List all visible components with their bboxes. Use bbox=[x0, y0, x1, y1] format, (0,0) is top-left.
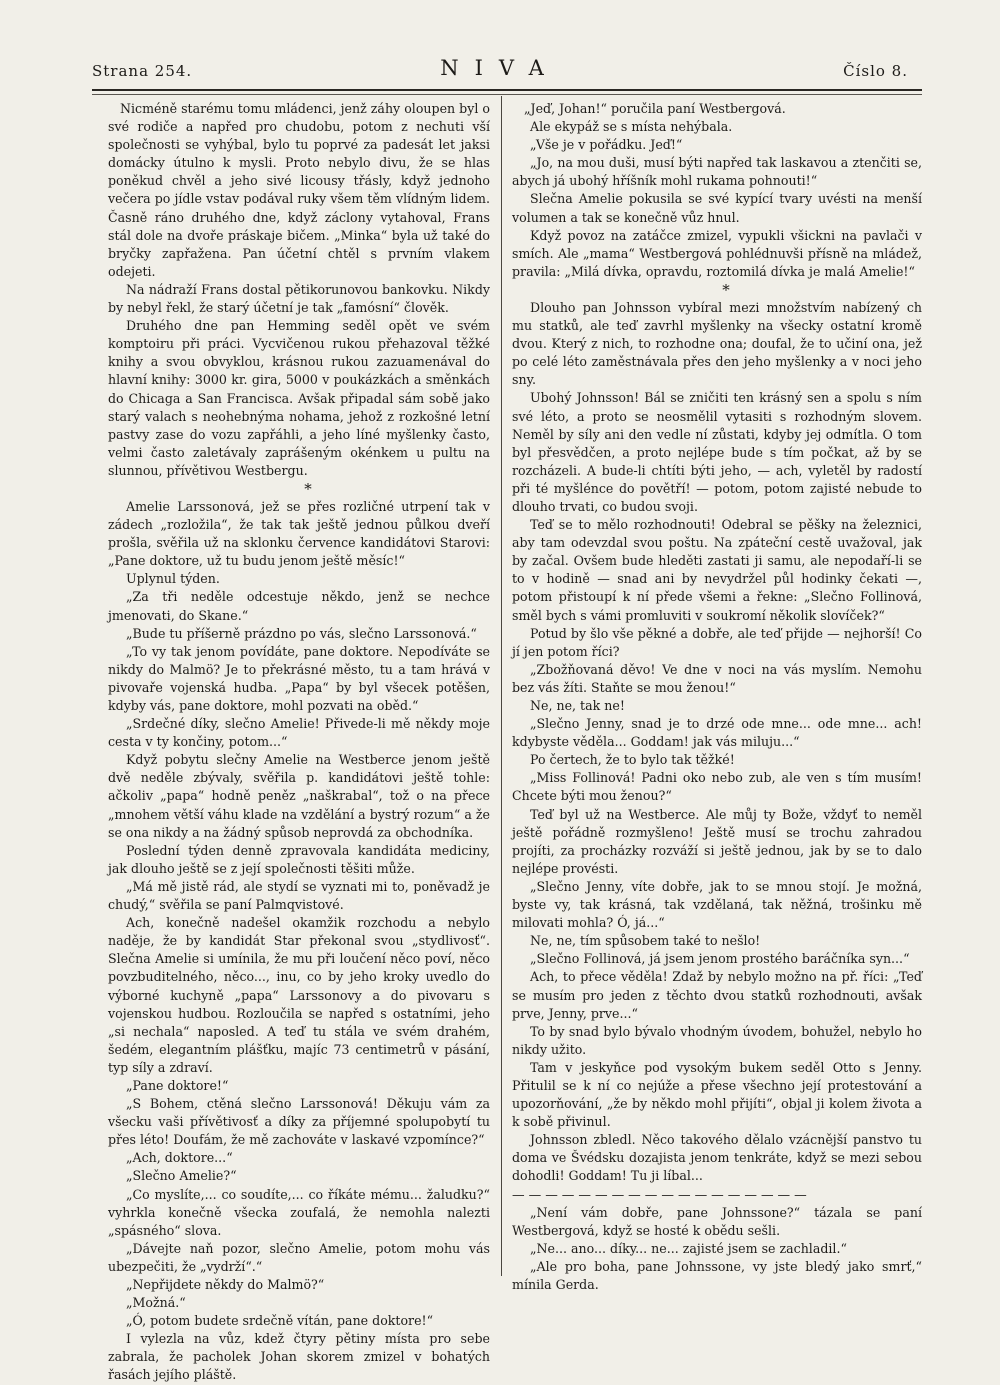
paragraph: Tam v jeskyňce pod vysokým bukem seděl Otto s Jenny. Přitulil se k ní co nejúže a přese všechno její protestování a upozorňování, „že by někdo mohl přijíti“, objal ji kolem života a k sobě přivinul. bbox=[512, 1059, 922, 1130]
paragraph: Ne, ne, tak ne! bbox=[530, 698, 625, 713]
paragraph: Slečna Amelie pokusila se své kypící tvary uvésti na menší volumen a tak se konečně vůz hnul. bbox=[512, 191, 922, 225]
paragraph: „Možná.“ bbox=[126, 1295, 186, 1311]
paragraph: „Má mě jistě rád, ale stydí se vyznati mi to, poněvadž je chudý,“ svěřila se paní Palmqvistové. bbox=[108, 878, 490, 913]
left-column bbox=[108, 100, 490, 1385]
paragraph: Amelie Larssonová, jež se přes rozličné utrpení tak v zádech „rozložila“, že tak tak ještě jednou půlkou dveří prošla, svěřila už na sklonku července kandidátovi Starovi: „Pane doktore, už tu budu jenom ještě měsíc!“ bbox=[108, 498, 490, 569]
paragraph: „To vy tak jenom povídáte, pane doktore. Nepodíváte se nikdy do Malmö? Je to překrásné město, tu a tam hrává v pivovaře vojenská hudba. „Papa“ by byl všecek potěšen, kdyby vás, pane doktore, mohl pozvati na oběd.“ bbox=[108, 643, 490, 713]
paragraph: Ubohý Johnsson! Bál se zničiti ten krásný sen a spolu s ním své léto, a proto se neosmělil vytasiti s rozhodným slovem. Neměl by síly ani den vedle ní zůstati, kdyby jej odmítla. O tom byl přesvědčen, a proto nejlépe bude s tím počkat, až by se rozcházeli. A bude-li chtíti býti jeho, — ach, vyletěl by radostí při té myšlénce do povětří! — potom, potom zajisté nebude to dlouho trvati, co budou svoji. bbox=[512, 390, 922, 514]
dash-separator: — — — — — — — — — — — — — — — — — — bbox=[512, 1186, 807, 1202]
paragraph: „Pane doktore!“ bbox=[126, 1077, 229, 1093]
paragraph: Uplynul týden. bbox=[126, 571, 220, 587]
paragraph: „Ale pro boha, pane Johnssone, vy jste bledý jako smrť,“ mínila Gerda. bbox=[512, 1258, 922, 1292]
paragraph: Poslední týden denně zpravovala kandidáta mediciny, jak dlouho ještě se z její společnosti těšiti může. bbox=[108, 842, 490, 876]
section-divider-star: * bbox=[304, 479, 312, 498]
header-rule bbox=[92, 89, 922, 91]
paragraph: Nicméně starému tomu mládenci, jenž záhy oloupen byl o své rodiče a napřed pro chudobu, potom z nechuti vší společnosti se vyhýbal, bylo tu poprvé za padesát let jaksi domácky útulno k mysli. Proto nebylo divu, že se hlas poněkud chvěl a jeho sivé licousy třásly, když jednoho večera po jídle vstav podával ruky všem těm vlídným lidem. Časně ráno druhého dne, když záclony vytahoval, Frans stál dole na dvoře práskaje bičem. „Minka“ byla už také do bryčky zapřažena. Pan účetní chtěl s prvním vlakem odejeti. bbox=[108, 101, 490, 279]
paragraph: „Slečno Jenny, víte dobře, jak to se mnou stojí. Je možná, byste vy, tak krásná, tak vzdělaná, tak něžná, trošinku mě milovati mohla? Ó, já...“ bbox=[512, 878, 922, 931]
page-number: Strana 254. bbox=[92, 62, 193, 80]
paragraph: „Vše je v pořádku. Jeď!“ bbox=[530, 137, 683, 153]
issue-number: Číslo 8. bbox=[843, 62, 908, 80]
paragraph: „Srdečné díky, slečno Amelie! Přivede-li mě někdy moje cesta v ty končiny, potom...“ bbox=[108, 716, 490, 750]
paragraph: „Zbožňovaná děvo! Ve dne v noci na vás myslím. Nemohu bez vás žíti. Staňte se mou ženou!“ bbox=[512, 661, 922, 695]
page-header bbox=[92, 56, 908, 88]
paragraph: Potud by šlo vše pěkné a dobře, ale teď přijde — nejhorší! Co jí jen potom říci? bbox=[512, 625, 922, 659]
paragraph: Ne, ne, tím spůsobem také to nešlo! bbox=[530, 933, 761, 949]
paragraph: Ale ekypáž se s místa nehýbala. bbox=[530, 119, 733, 135]
paragraph: Po čertech, že to bylo tak těžké! bbox=[530, 752, 735, 768]
right-column bbox=[512, 100, 922, 1294]
paragraph: „Za tři neděle odcestuje někdo, jenž se nechce jmenovati, do Skane.“ bbox=[108, 589, 490, 623]
column-divider bbox=[501, 96, 502, 1276]
paragraph: „Dávejte naň pozor, slečno Amelie, potom mohu vás ubezpečiti, že „vydrží“.“ bbox=[108, 1240, 490, 1274]
paragraph: Ach, konečně nadešel okamžik rozchodu a nebylo naděje, že by kandidát Star překonal svou „stydlivosť“. Slečna Amelie si umínila, že mu při loučení něco poví, něco povzbuditelného, něco..., inu, co by jeho kroky uvedlo do výborné kuchyně „papa“ Larssonovy a do pivovaru s vojenskou hudbou. Rozloučila se napřed s ostatními, jeho „si nechala“ naposled. A teď tu stála ve svém drahém, šedém, elegantním plášťku, majíc 73 centimetrů v pásání, typ síly a zdraví. bbox=[108, 915, 490, 1075]
paragraph: Teď byl už na Westberce. Ale můj ty Bože, vždyť to neměl ještě pořádně rozmyšleno! Ještě musí se trochu zahradou projíti, za procházky rozváží si ještě jednou, jak by se to dalo nejlépe provésti. bbox=[512, 806, 922, 876]
section-divider-star: * bbox=[722, 280, 730, 299]
paragraph: „Ne... ano... díky... ne... zajisté jsem se zachladil.“ bbox=[530, 1240, 847, 1256]
header-rule-thin bbox=[92, 94, 922, 95]
paragraph: „Slečno Jenny, snad je to drzé ode mne... ode mne... ach! kdybyste věděla... Goddam! jak vás miluju...“ bbox=[512, 716, 922, 750]
paragraph: Na nádraží Frans dostal pětikorunovou bankovku. Nikdy by nebyl řekl, že starý účetní je tak „famósní“ člověk. bbox=[108, 281, 490, 316]
paragraph: Ach, to přece věděla! Zdaž by nebylo možno na př. říci: „Teď se musím pro jeden z těchto dvou statků rozhodnouti, avšak prve, Jenny, prve...“ bbox=[512, 969, 922, 1021]
masthead-title: NIVA bbox=[440, 56, 560, 80]
paragraph: Dlouho pan Johnsson vybíral mezi množstvím nabízený ch mu statků, ale teď zavrhl myšlenky na všecky ostatní kromě dvou. Který z nich, to rozhodne ona; doufal, že to učiní ona, jež po celé léto zaměstnávala přes den jeho myšlenky a v noci jeho sny. bbox=[512, 299, 922, 388]
paragraph: „Bude tu příšerně prázdno po vás, slečno Larssonová.“ bbox=[126, 625, 477, 641]
paragraph: „Slečno Amelie?“ bbox=[126, 1168, 237, 1184]
paragraph: „S Bohem, ctěná slečno Larssonová! Děkuju vám za všecku vaši přívětivosť a díky za příjemné spolupobytí tu přes léto! Doufám, že mě zachováte v laskavé vzpomínce?“ bbox=[108, 1096, 490, 1148]
paragraph: „Ach, doktore...“ bbox=[126, 1150, 233, 1166]
paragraph: Druhého dne pan Hemming seděl opět ve svém komptoiru při práci. Vycvičenou rukou přehazoval těžké knihy a svou obvyklou, krásnou rukou zazuamenával do hlavní knihy: 3000 kr. gira, 5000 v poukázkách a směnkách do Chicaga a San Francisca. Avšak připadal sám sobě jako starý valach s neohebnýma nohama, jehož z rozkošné letní pastvy zase do vozu zapřáhli, a jeho líné myšlenky často, velmi často zaletávaly zaprášeným okénkem u pultu na slunnou, přívětivou Westbergu. bbox=[108, 318, 490, 478]
paragraph: I vylezla na vůz, kdež čtyry pětiny místa pro sebe zabrala, že pacholek Johan skorem zmizel v bohatých řasách jejího pláště. bbox=[108, 1331, 490, 1383]
paragraph: „Co myslíte,... co soudíte,... co říkáte mému... žaludku?“ vyhrkla konečně všecka zoufalá, že nemohla nalezti „spásného“ slova. bbox=[108, 1186, 490, 1238]
paragraph: „Není vám dobře, pane Johnssone?“ tázala se paní Westbergová, když se hosté k obědu sešli. bbox=[512, 1204, 922, 1238]
paragraph: „Slečno Follinová, já jsem jenom prostého baráčníka syn...“ bbox=[530, 951, 910, 967]
paragraph: Když povoz na zatáčce zmizel, vypukli všickni na pavlači v smích. Ale „mama“ Westbergová pohlédnuvši přísně na mládež, pravila: „Milá dívka, opravdu, roztomilá dívka je malá Amelie!“ bbox=[512, 227, 922, 279]
paragraph: „Nepřijdete někdy do Malmö?“ bbox=[126, 1277, 325, 1292]
paragraph: „Ó, potom budete srdečně vítán, pane doktore!“ bbox=[126, 1313, 434, 1329]
paragraph: To by snad bylo bývalo vhodným úvodem, bohužel, nebylo ho nikdy užito. bbox=[512, 1023, 922, 1057]
paragraph: Když pobytu slečny Amelie na Westberce jenom ještě dvě neděle zbývaly, svěřila p. kandidátovi ještě tohle: ačkoliv „papa“ hodně peněz „naškrabal“, tož o na přece „mnohem větší váhu klade na vzdělání a bystrý rozum“ a že se ona nikdy a na žádný spůsob neprovdá za obchodníka. bbox=[108, 752, 490, 840]
paragraph: „Miss Follinová! Padni oko nebo zub, ale ven s tím musím! Chcete býti mou ženou?“ bbox=[512, 770, 922, 804]
paragraph: Teď se to mělo rozhodnouti! Odebral se pěšky na železnici, aby tam odevzdal svou poštu. Na zpáteční cestě uvažoval, jak by začal. Ovšem bude hleděti zastati ji samu, ale nepodaří-li se to v hodině — snad ani by nevydržel půl hodinky čekati —, potom přistoupí k ní přede všemi a řekne: „Slečno Follinová, směl bych s vámi promluviti v soukromí několik slovíček?“ bbox=[512, 517, 922, 623]
paragraph: Johnsson zbledl. Něco takového dělalo vzácnější panstvo tu doma ve Švédsku dozajista jenom tenkráte, když se mezi sebou dohodli! Goddam! Tu ji líbal... bbox=[512, 1132, 922, 1184]
paragraph: „Jo, na mou duši, musí býti napřed tak laskavou a ztenčiti se, abych já ubohý hříšník mohl rukama pohnouti!“ bbox=[512, 155, 922, 189]
paragraph: „Jeď, Johan!“ poručila paní Westbergová. bbox=[524, 101, 786, 116]
